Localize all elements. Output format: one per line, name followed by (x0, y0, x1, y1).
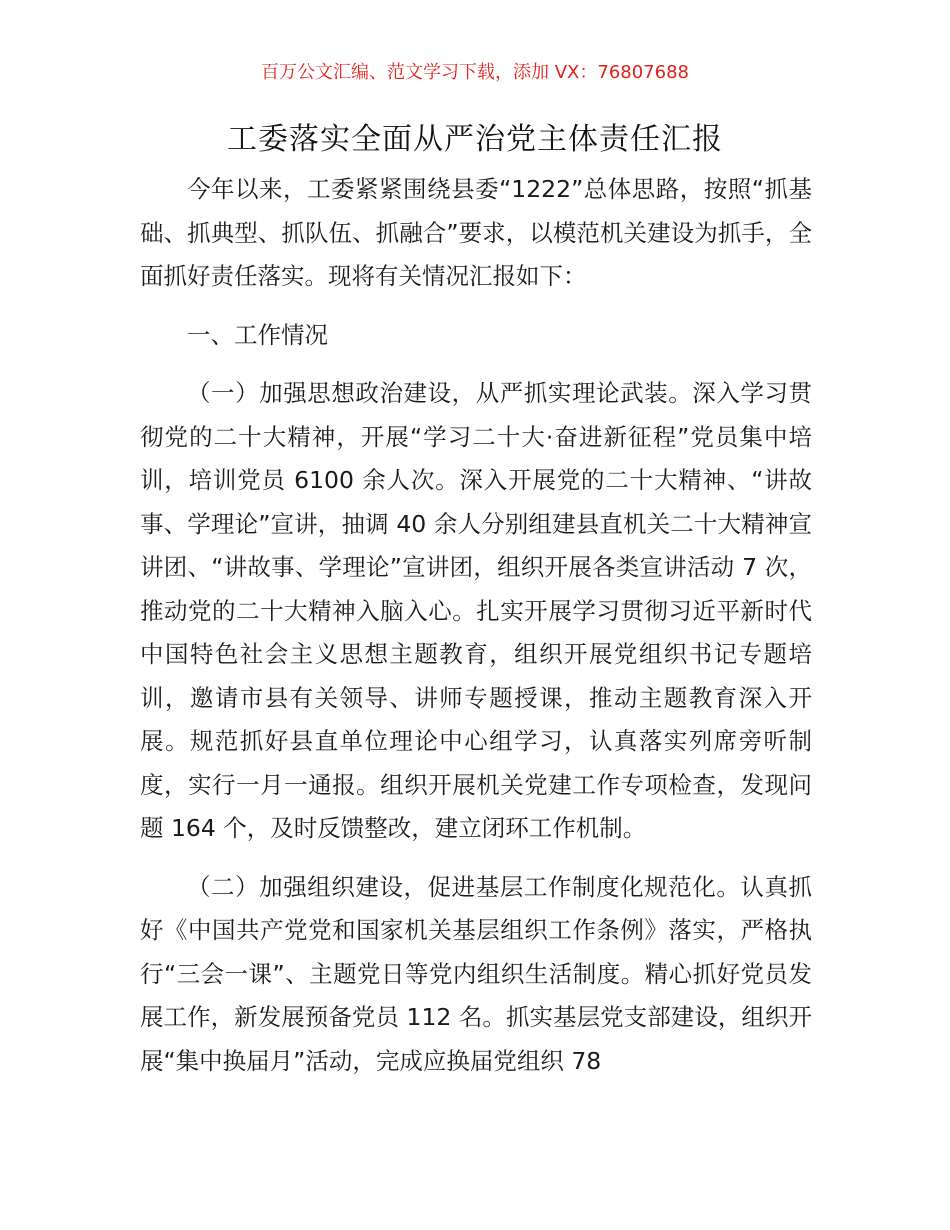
section-heading-work-status: 一、工作情况 (187, 320, 328, 349)
paragraph-intro: 今年以来，工委紧紧围绕县委“1222”总体思路，按照“抓基础、抓典型、抓队伍、抓融合”要求，以模范机关建设为抓手，全面抓好责任落实。现将有关情况汇报如下： (140, 175, 812, 290)
document-title: 工委落实全面从严治党主体责任汇报 (227, 122, 723, 157)
document-body (140, 168, 812, 1083)
paragraph-organizational-building: （二）加强组织建设，促进基层工作制度化规范化。认真抓好《中国共产党党和国家机关基层组织工作条例》落实，严格执行“三会一课”、主题党日等党内组织生活制度。精心抓好党员发展工作，新发展预备党员 112 名。抓实基层党支部建设，组织开展“集中换届月”活动，完成应换届党组织 78 (140, 872, 812, 1075)
paragraph-ideological-building: （一）加强思想政治建设，从严抓实理论武装。深入学习贯彻党的二十大精神，开展“学习二十大·奋进新征程”党员集中培训，培训党员 6100 余人次。深入开展党的二十大精神、“讲故事、学理论”宣讲，抽调 40 余人分别组建县直机关二十大精神宣讲团、“讲故事、学理论”宣讲团，组织开展各类宣讲活动 7 次，推动党的二十大精神入脑入心。扎实开展学习贯彻习近平新时代中国特色社会主义思想主题教育，组织开展党组织书记专题培训，邀请市县有关领导、讲师专题授课，推动主题教育深入开展。规范抓好县直单位理论中心组学习，认真落实列席旁听制度，实行一月一通报。组织开展机关党建工作专项检查，发现问题 164 个，及时反馈整改，建立闭环工作机制。 (140, 379, 812, 842)
watermark-header-note: 百万公文汇编、范文学习下载，添加 VX：76807688 (261, 62, 689, 83)
